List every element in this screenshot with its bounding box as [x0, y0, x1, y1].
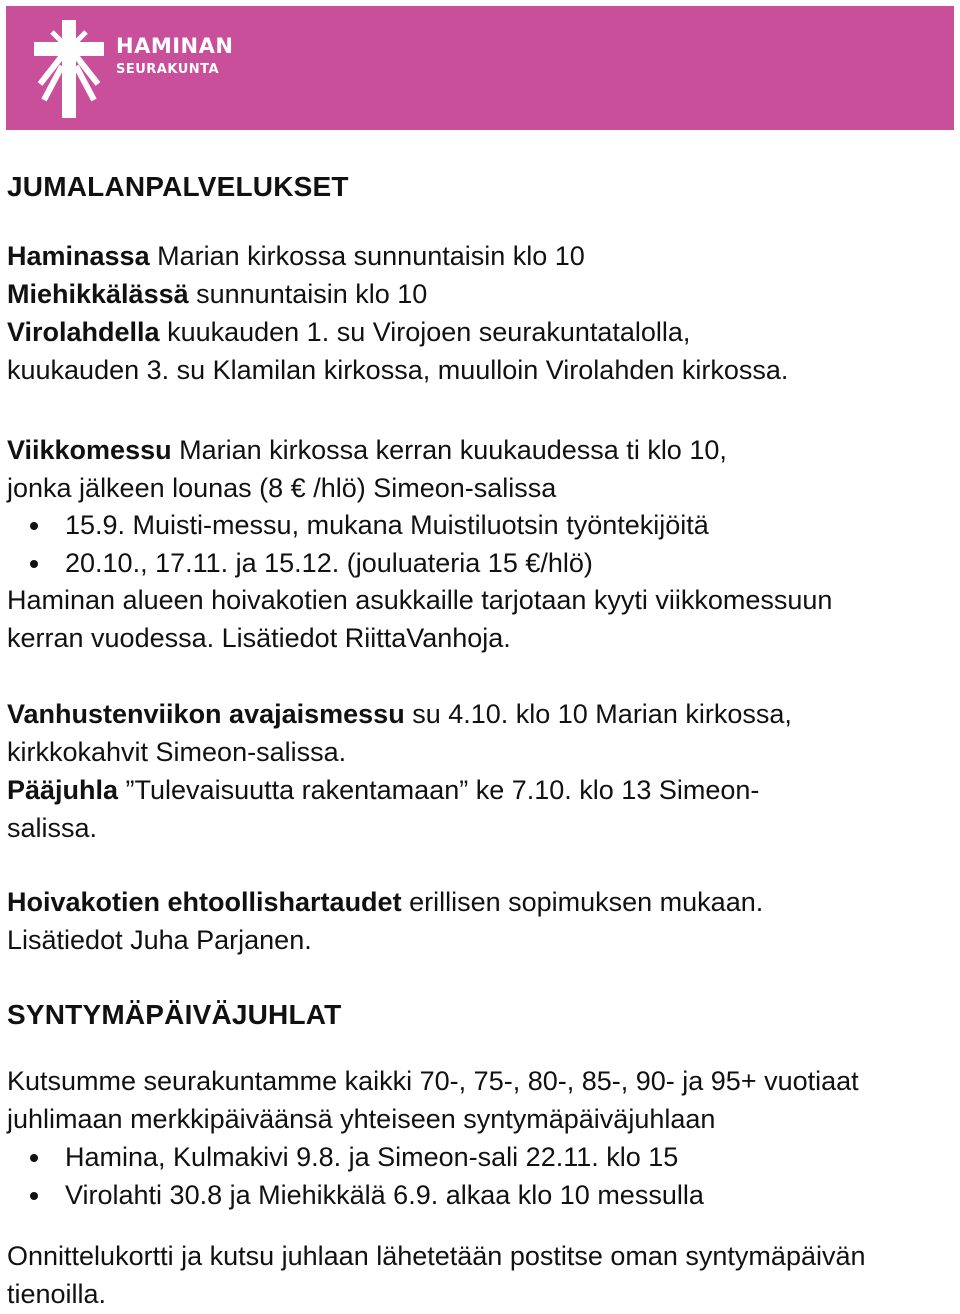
- birthdays-intro-line2: juhlimaan merkkipäiväänsä yhteiseen syntymäpäiväjuhlaan: [7, 1104, 716, 1134]
- miehikkala-bold: Miehikkälässä: [7, 279, 189, 309]
- hamina-text: Marian kirkossa sunnuntaisin klo 10: [149, 241, 585, 271]
- list-item: 15.9. Muisti-messu, mukana Muistiluotsin työntekijöitä: [7, 507, 709, 545]
- birthdays-bullet-list: [7, 1139, 704, 1214]
- birthdays-outro-line1: Onnittelukortti ja kutsu juhlaan lähetetään postitse oman syntymäpäivän: [7, 1241, 866, 1271]
- paajuhla-line: [7, 772, 759, 810]
- vanhustenviikko-line2: kirkkokahvit Simeon-salissa.: [7, 737, 347, 767]
- logo-line2: SEURAKUNTA: [116, 62, 220, 77]
- miehikkala-line: [7, 276, 427, 314]
- birthdays-intro-line1: Kutsumme seurakuntamme kaikki 70-, 75-, 80-, 85-, 90- ja 95+ vuotiaat: [7, 1066, 859, 1096]
- hamina-line: [7, 238, 585, 276]
- hoivakodit-line: [7, 884, 763, 922]
- viikkomessu-line4: kerran vuodessa. Lisätiedot RiittaVanhoja.: [7, 623, 511, 653]
- viikkomessu-bullet-list: [7, 507, 709, 582]
- logo-line1: HAMINAN: [116, 34, 234, 58]
- miehikkala-text: sunnuntaisin klo 10: [188, 279, 428, 309]
- hamina-bold: Haminassa: [7, 241, 150, 271]
- hoivakodit-line2: Lisätiedot Juha Parjanen.: [7, 925, 312, 955]
- viikkomessu-line: [7, 432, 727, 470]
- section-heading-birthdays: SYNTYMÄPÄIVÄJUHLAT: [7, 999, 342, 1030]
- virolahti-bold: Virolahdella: [7, 317, 160, 347]
- virolahti-text: kuukauden 1. su Virojoen seurakuntatalolla,: [159, 317, 691, 347]
- viikkomessu-bold: Viikkomessu: [7, 435, 172, 465]
- vanhustenviikko-bold: Vanhustenviikon avajaismessu: [7, 699, 405, 729]
- church-cross-logo-icon: [32, 20, 106, 118]
- section-heading-services: JUMALANPALVELUKSET: [7, 171, 349, 202]
- list-item: Hamina, Kulmakivi 9.8. ja Simeon-sali 22.11. klo 15: [7, 1139, 704, 1177]
- header-banner: [6, 6, 954, 130]
- virolahti-line2: kuukauden 3. su Klamilan kirkossa, muulloin Virolahden kirkossa.: [7, 355, 789, 385]
- vanhustenviikko-text: su 4.10. klo 10 Marian kirkossa,: [404, 699, 792, 729]
- viikkomessu-line3: Haminan alueen hoivakotien asukkaille tarjotaan kyyti viikkomessuun: [7, 585, 833, 615]
- virolahti-line: [7, 314, 690, 352]
- list-item: Virolahti 30.8 ja Miehikkälä 6.9. alkaa klo 10 messulla: [7, 1177, 704, 1215]
- logo-text: [116, 36, 233, 76]
- viikkomessu-line2: jonka jälkeen lounas (8 € /hlö) Simeon-salissa: [7, 473, 557, 503]
- paajuhla-bold: Pääjuhla: [7, 775, 119, 805]
- paajuhla-line2: salissa.: [7, 813, 98, 843]
- birthdays-outro-line2: tienoilla.: [7, 1279, 107, 1309]
- hoivakodit-text: erillisen sopimuksen mukaan.: [401, 887, 764, 917]
- list-item: 20.10., 17.11. ja 15.12. (jouluateria 15 €/hlö): [7, 545, 709, 583]
- paajuhla-text: ”Tulevaisuutta rakentamaan” ke 7.10. klo 13 Simeon-: [118, 775, 760, 805]
- hoivakodit-bold: Hoivakotien ehtoollishartaudet: [7, 887, 402, 917]
- viikkomessu-text: Marian kirkossa kerran kuukaudessa ti klo 10,: [171, 435, 727, 465]
- vanhustenviikko-line: [7, 696, 792, 734]
